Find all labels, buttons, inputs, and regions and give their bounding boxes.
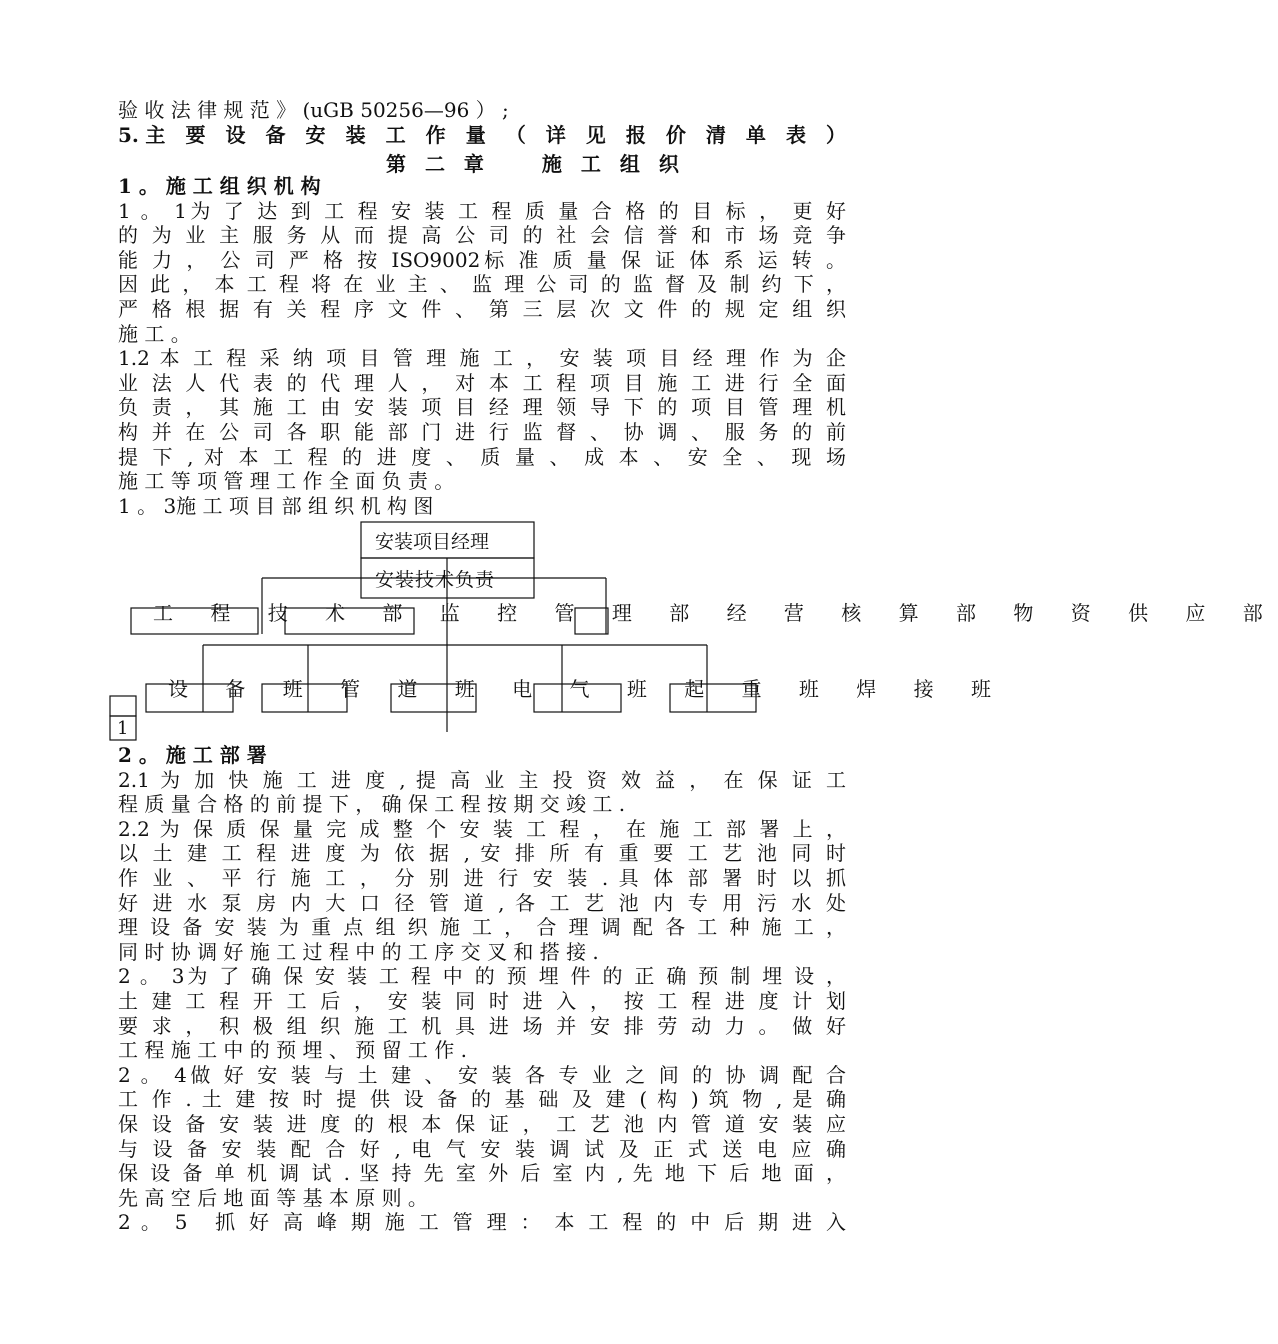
- paragraph-line: 工 程 施 工 中 的 预 埋 、 预 留 工 作 .: [118, 1038, 468, 1063]
- paragraph-line: 严 格 根 据 有 关 程 序 文 件 、 第 三 层 次 文 件 的 规 定 组 织: [118, 296, 846, 321]
- paragraph-line: 负 责 ， 其 施 工 由 安 装 项 目 经 理 领 导 下 的 项 目 管 理 机: [118, 395, 846, 420]
- paragraph-line: 施 工 。: [118, 321, 191, 346]
- paragraph-line: 保 设 备 安 装 进 度 的 根 本 保 证 ， 工 艺 池 内 管 道 安 装 应: [118, 1111, 846, 1136]
- departments-row: 工 程 技 术 部 监 控 管 理 部 经 营 核 算 部 物 资 供 应 部: [153, 601, 1278, 625]
- paragraph-line: 作 业 、 平 行 施 工 ， 分 别 进 行 安 装 . 具 体 部 署 时 以 抓: [118, 865, 846, 890]
- paragraph-line: 与 设 备 安 装 配 合 好 , 电 气 安 装 调 试 及 正 式 送 电 应 确: [118, 1136, 846, 1161]
- section-2-body: [118, 768, 846, 1235]
- paragraph-line: 的 为 业 主 服 务 从 而 提 高 公 司 的 社 会 信 誉 和 市 场 竞 争: [118, 223, 846, 248]
- paragraph-line: 先 高 空 后 地 面 等 基 本 原 则 。: [118, 1185, 428, 1210]
- marker-box: [110, 696, 136, 716]
- paragraph-line: 好 进 水 泵 房 内 大 口 径 管 道 , 各 工 艺 池 内 专 用 污 水 处: [118, 890, 846, 915]
- paragraph-line: 提 下 , 对 本 工 程 的 进 度 、 质 量 、 成 本 、 安 全 、 现 场: [118, 444, 846, 469]
- chapter-title: 第 二 章 施 工 组 织: [386, 152, 685, 176]
- paragraph-line: 2 。 4做 好 安 装 与 土 建 、 安 装 各 专 业 之 间 的 协 调 配 合: [118, 1062, 846, 1087]
- section-heading: 2 。 施 工 部 署: [118, 743, 267, 767]
- paragraph-line: 2 。 5 抓 好 高 峰 期 施 工 管 理 ： 本 工 程 的 中 后 期 进 入: [118, 1210, 846, 1235]
- paragraph-line: 因 此 ， 本 工 程 将 在 业 主 、 监 理 公 司 的 监 督 及 制 约 下 ，: [118, 272, 846, 297]
- paragraph-line: 构 并 在 公 司 各 职 能 部 门 进 行 监 督 、 协 调 、 服 务 的 前: [118, 419, 846, 444]
- paragraph-line: 1 。 1为 了 达 到 工 程 安 装 工 程 质 量 合 格 的 目 标 ， 更 好: [118, 198, 846, 223]
- paragraph-line: 能 力 ， 公 司 严 格 按 ISO9002标 准 质 量 保 证 体 系 运 转 。: [118, 247, 846, 272]
- paragraph-line: 2.2 为 保 质 保 量 完 成 整 个 安 装 工 程 ， 在 施 工 部 署 上 ，: [118, 816, 846, 841]
- paragraph-line: 要 求 ， 积 极 组 织 施 工 机 具 进 场 并 安 排 劳 动 力 。 做 好: [118, 1013, 846, 1038]
- paragraph-line: 2.1 为 加 快 施 工 进 度 , 提 高 业 主 投 资 效 益 ， 在 保 证 工: [118, 767, 846, 792]
- page-marker: 1: [117, 718, 129, 739]
- teams-row: 设 备 班 管 道 班 电 气 班 起 重 班 焊 接 班: [168, 677, 1007, 701]
- paragraph-line: 同 时 协 调 好 施 工 过 程 中 的 工 序 交 叉 和 搭 接 .: [118, 939, 599, 964]
- text-line-bold: 5.主 要 设 备 安 装 工 作 量 （ 详 见 报 价 清 单 表 ）: [118, 122, 846, 147]
- org-chart: [0, 518, 1278, 748]
- paragraph-line: 保 设 备 单 机 调 试 . 坚 持 先 室 外 后 室 内 , 先 地 下 后 地 面 ，: [118, 1161, 846, 1186]
- chart-caption: 1 。 3施 工 项 目 部 组 织 机 构 图: [118, 493, 434, 518]
- paragraph-line: 理 设 备 安 装 为 重 点 组 织 施 工 ， 合 理 调 配 各 工 种 施 工 ，: [118, 915, 846, 940]
- section-2: [118, 743, 846, 1235]
- paragraph-line: 2 。 3为 了 确 保 安 装 工 程 中 的 预 埋 件 的 正 确 预 制 埋 设 ，: [118, 964, 846, 989]
- paragraph-line: 1.2 本 工 程 采 纳 项 目 管 理 施 工 ， 安 装 项 目 经 理 作 为 企: [118, 346, 846, 371]
- paragraph-line: 土 建 工 程 开 工 后 ， 安 装 同 时 进 入 ， 按 工 程 进 度 计 划: [118, 988, 846, 1013]
- intro-lines: [118, 98, 846, 147]
- tech-lead-box: 安装技术负责: [375, 569, 496, 591]
- paragraph-line: 工 作 . 土 建 按 时 提 供 设 备 的 基 础 及 建 ( 构 ) 筑 物 , 是 确: [118, 1087, 846, 1112]
- text-line: 验 收 法 律 规 范 》 (uGB 50256—96 ） ;: [118, 98, 509, 122]
- section-heading: 1 。 施 工 组 织 机 构: [118, 174, 321, 198]
- manager-box: 安装项目经理: [375, 531, 490, 553]
- section-1: [118, 174, 846, 518]
- paragraph-line: 施 工 等 项 管 理 工 作 全 面 负 责 。: [118, 469, 455, 494]
- paragraph-line: 以 土 建 工 程 进 度 为 依 据 , 安 排 所 有 重 要 工 艺 池 同 时: [118, 841, 846, 866]
- paragraph-line: 业 法 人 代 表 的 代 理 人 ， 对 本 工 程 项 目 施 工 进 行 全 面: [118, 370, 846, 395]
- paragraph-line: 程 质 量 合 格 的 前 提 下 ， 确 保 工 程 按 期 交 竣 工 .: [118, 792, 626, 817]
